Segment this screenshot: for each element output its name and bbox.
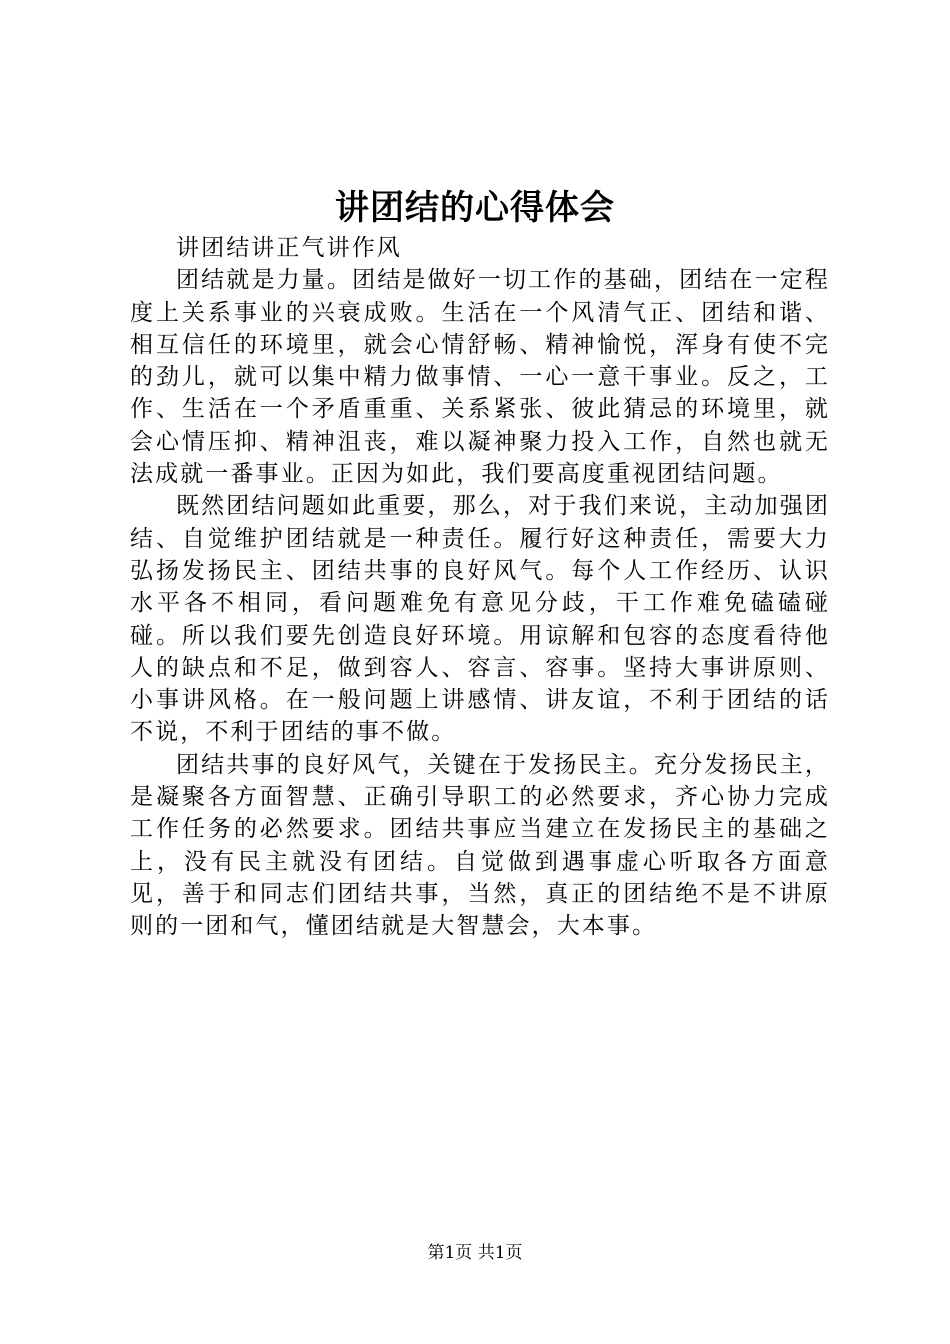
paragraph-2: 既然团结问题如此重要，那么，对于我们来说，主动加强团结、自觉维护团结就是一种责任。履行好这种责任，需要大力弘扬发扬民主、团结共事的良好风气。每个人工作经历、认识水平各不相同，看问题难免有意见分歧，干工作难免磕磕碰碰。所以我们要先创造良好环境。用谅解和包容的态度看待他人的缺点和不足，做到容人、容言、容事。坚持大事讲原则、小事讲风格。在一般问题上讲感情、讲友谊，不利于团结的话不说，不利于团结的事不做。 [130,493,830,746]
paragraph-1: 团结就是力量。团结是做好一切工作的基础，团结在一定程度上关系事业的兴衰成败。生活在一个风清气正、团结和谐、相互信任的环境里，就会心情舒畅、精神愉悦，浑身有使不完的劲儿，就可以集中精力做事情、一心一意干事业。反之，工作、生活在一个矛盾重重、关系紧张、彼此猜忌的环境里，就会心情压抑、精神沮丧，难以凝神聚力投入工作，自然也就无法成就一番事业。正因为如此，我们要高度重视团结问题。 [130,267,830,488]
paragraph-subtitle: 讲团结讲正气讲作风 [176,235,402,261]
paragraph-3: 团结共事的良好风气，关键在于发扬民主。充分发扬民主，是凝聚各方面智慧、正确引导职工的必然要求，齐心协力完成工作任务的必然要求。团结共事应当建立在发扬民主的基础之上，没有民主就没有团结。自觉做到遇事虚心听取各方面意见，善于和同志们团结共事，当然，真正的团结绝不是不讲原则的一团和气，懂团结就是大智慧会，大本事。 [130,751,830,940]
document-title: 讲团结的心得体会 [335,188,615,228]
page-footer: 第1页 共1页 [427,1243,523,1263]
document-body [130,232,830,943]
